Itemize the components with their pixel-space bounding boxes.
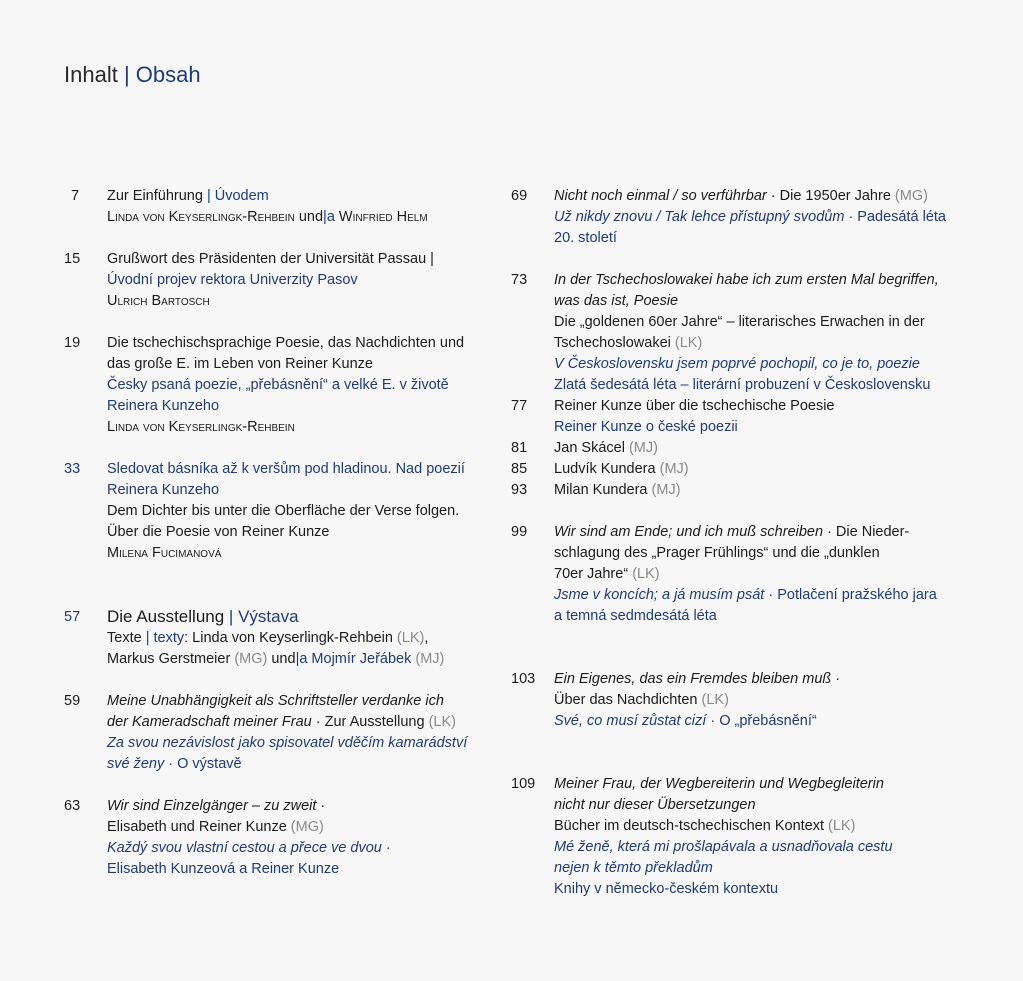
entry-title-german: Wir sind Einzelgänger – zu zweit · bbox=[107, 798, 326, 814]
page-title bbox=[64, 60, 201, 90]
entry-title-german: Über das Nachdichten (LK) bbox=[554, 692, 729, 708]
entry-title-german: der Kameradschaft meiner Frau · Zur Ausstellung (LK) bbox=[107, 714, 456, 730]
page-number: 109 bbox=[511, 776, 536, 792]
entry-title-german: Wir sind am Ende; und ich muß schreiben · Die Nieder- bbox=[554, 524, 910, 540]
entry-author: Linda von Keyserlingk-Rehbein bbox=[107, 419, 295, 435]
toc-entry-19[interactable] bbox=[64, 333, 484, 438]
entry-title-czech: Úvodní projev rektora Univerzity Pasov bbox=[107, 272, 358, 288]
toc-entry-33[interactable] bbox=[64, 459, 484, 564]
entry-subtitle-german: Tschechoslowakei (LK) bbox=[554, 335, 703, 351]
entry-title: Zur Einführung | Úvodem bbox=[107, 188, 269, 204]
entry-title-german: Nicht noch einmal / so verführbar · Die 1950er Jahre (MG) bbox=[554, 188, 928, 204]
entry-title-german: Meine Unabhängigkeit als Schriftsteller verdanke ich bbox=[107, 693, 444, 709]
entry-title-czech: své ženy · O výstavě bbox=[107, 756, 242, 772]
entry-title-german: was das ist, Poesie bbox=[554, 293, 679, 309]
entry-title-czech: Každý svou vlastní cestou a přece ve dvou · bbox=[107, 840, 391, 856]
entry-title-german: Dem Dichter bis unter die Oberfläche der Verse folgen. bbox=[107, 503, 460, 519]
toc-entry-103[interactable] bbox=[511, 669, 941, 732]
entry-title-german: das große E. im Leben von Reiner Kunze bbox=[107, 356, 373, 372]
entry-credits: Texte | texty: Linda von Keyserlingk-Rehbein (LK), bbox=[107, 630, 429, 646]
entry-title-german: Grußwort des Präsidenten der Universität Passau | bbox=[107, 251, 434, 267]
page-number: 85 bbox=[511, 461, 528, 477]
entry-title-czech: Reinera Kunzeho bbox=[107, 482, 220, 498]
entry-title-german: Reiner Kunze über die tschechische Poesie bbox=[554, 398, 835, 414]
entry-credits: Markus Gerstmeier (MG) und|a Mojmír Jeřábek (MJ) bbox=[107, 651, 445, 667]
toc-entry-93[interactable] bbox=[511, 480, 941, 501]
entry-title-czech: Reiner Kunze o české poezii bbox=[554, 419, 738, 435]
entry-title-german: 70er Jahre“ (LK) bbox=[554, 566, 660, 582]
entry-title-german: schlagung des „Prager Frühlings“ und die „dunklen bbox=[554, 545, 880, 561]
entry-title-czech: 20. století bbox=[554, 230, 617, 246]
page-number: 99 bbox=[511, 524, 528, 540]
page-number: 19 bbox=[64, 335, 81, 351]
toc-entry-63[interactable] bbox=[64, 796, 484, 880]
entry-subtitle-german: Bücher im deutsch-tschechischen Kontext (LK) bbox=[554, 818, 856, 834]
entry-title: Milan Kundera (MJ) bbox=[554, 482, 681, 498]
toc-entry-69[interactable] bbox=[511, 186, 946, 249]
entry-author: Ulrich Bartosch bbox=[107, 293, 210, 309]
title-separator: | bbox=[117, 62, 136, 87]
page-number: 63 bbox=[64, 798, 81, 814]
entry-subtitle-czech: Zlatá šedesátá léta – literární probuzení v Československu bbox=[554, 377, 931, 393]
entry-title-german: In der Tschechoslowakei habe ich zum ersten Mal begriffen, bbox=[554, 272, 939, 288]
entry-authors-czech: Elisabeth Kunzeová a Reiner Kunze bbox=[107, 861, 340, 877]
toc-entry-99[interactable] bbox=[511, 522, 941, 627]
entry-authors-german: Elisabeth und Reiner Kunze (MG) bbox=[107, 819, 324, 835]
toc-entry-57[interactable] bbox=[64, 606, 484, 670]
entry-title-german: nicht nur dieser Übersetzungen bbox=[554, 797, 756, 813]
page-number: 103 bbox=[511, 671, 536, 687]
toc-right-column bbox=[511, 186, 946, 921]
entry-title-german: Ein Eigenes, das ein Fremdes bleiben muß · bbox=[554, 671, 841, 687]
toc-entry-59[interactable] bbox=[64, 691, 484, 775]
page-number: 33 bbox=[64, 461, 81, 477]
toc-entry-81[interactable] bbox=[511, 438, 941, 459]
page-number: 73 bbox=[511, 272, 528, 288]
page-number: 93 bbox=[511, 482, 528, 498]
entry-title-czech: a temná sedmdesátá léta bbox=[554, 608, 717, 624]
page-number: 57 bbox=[64, 609, 81, 625]
entry-title-czech: V Československu jsem poprvé pochopil, co je to, poezie bbox=[554, 356, 920, 372]
page-number: 77 bbox=[511, 398, 528, 414]
entry-title-czech: Reinera Kunzeho bbox=[107, 398, 220, 414]
entry-title-german: Meiner Frau, der Wegbereiterin und Wegbegleiterin bbox=[554, 776, 884, 792]
entry-title-czech: Sledovat básníka až k veršům pod hladinou. Nad poezií bbox=[107, 461, 465, 477]
toc-entry-15[interactable] bbox=[64, 249, 484, 312]
page-number: 81 bbox=[511, 440, 528, 456]
title-czech: Obsah bbox=[135, 62, 201, 87]
entry-title: Ludvík Kundera (MJ) bbox=[554, 461, 689, 477]
entry-title-czech: Své, co musí zůstat cizí · O „přebásnění“ bbox=[554, 713, 817, 729]
toc-entry-73[interactable] bbox=[511, 270, 941, 396]
entry-title-german: Die tschechischsprachige Poesie, das Nachdichten und bbox=[107, 335, 465, 351]
page-number: 15 bbox=[64, 251, 81, 267]
entry-title: Jan Skácel (MJ) bbox=[554, 440, 658, 456]
page-number: 69 bbox=[511, 188, 528, 204]
entry-title-czech: Česky psaná poezie, „přebásnění“ a velké E. v životě bbox=[107, 377, 449, 393]
entry-title-czech: Jsme v koncích; a já musím psát · Potlačení pražského jara bbox=[554, 587, 937, 603]
toc-entry-109[interactable] bbox=[511, 774, 941, 900]
entry-title-czech: Mé ženě, která mi prošlapávala a usnadňovala cestu bbox=[554, 839, 893, 855]
section-heading: Die Ausstellung | Výstava bbox=[107, 607, 299, 626]
page-number: 7 bbox=[70, 188, 80, 204]
entry-author: Milena Fucimanová bbox=[107, 545, 222, 561]
toc-entry-85[interactable] bbox=[511, 459, 941, 480]
entry-title-czech: Už nikdy znovu / Tak lehce přístupný svodům · Padesátá léta bbox=[554, 209, 946, 225]
title-german: Inhalt bbox=[64, 62, 118, 87]
entry-title-czech: nejen k těmto překladům bbox=[554, 860, 713, 876]
entry-subtitle-czech: Knihy v německo-českém kontextu bbox=[554, 881, 779, 897]
entry-title-czech: Za svou nezávislost jako spisovatel vděčím kamarádství bbox=[107, 735, 468, 751]
entry-subtitle-german: Die „goldenen 60er Jahre“ – literarisches Erwachen in der bbox=[554, 314, 925, 330]
entry-title-german: Über die Poesie von Reiner Kunze bbox=[107, 524, 330, 540]
toc-left-column bbox=[64, 186, 484, 901]
entry-authors: Linda von Keyserlingk-Rehbein und|a Winfried Helm bbox=[107, 209, 428, 225]
toc-entry-77[interactable] bbox=[511, 396, 941, 438]
page-number: 59 bbox=[64, 693, 81, 709]
toc-entry-7[interactable] bbox=[64, 186, 484, 228]
